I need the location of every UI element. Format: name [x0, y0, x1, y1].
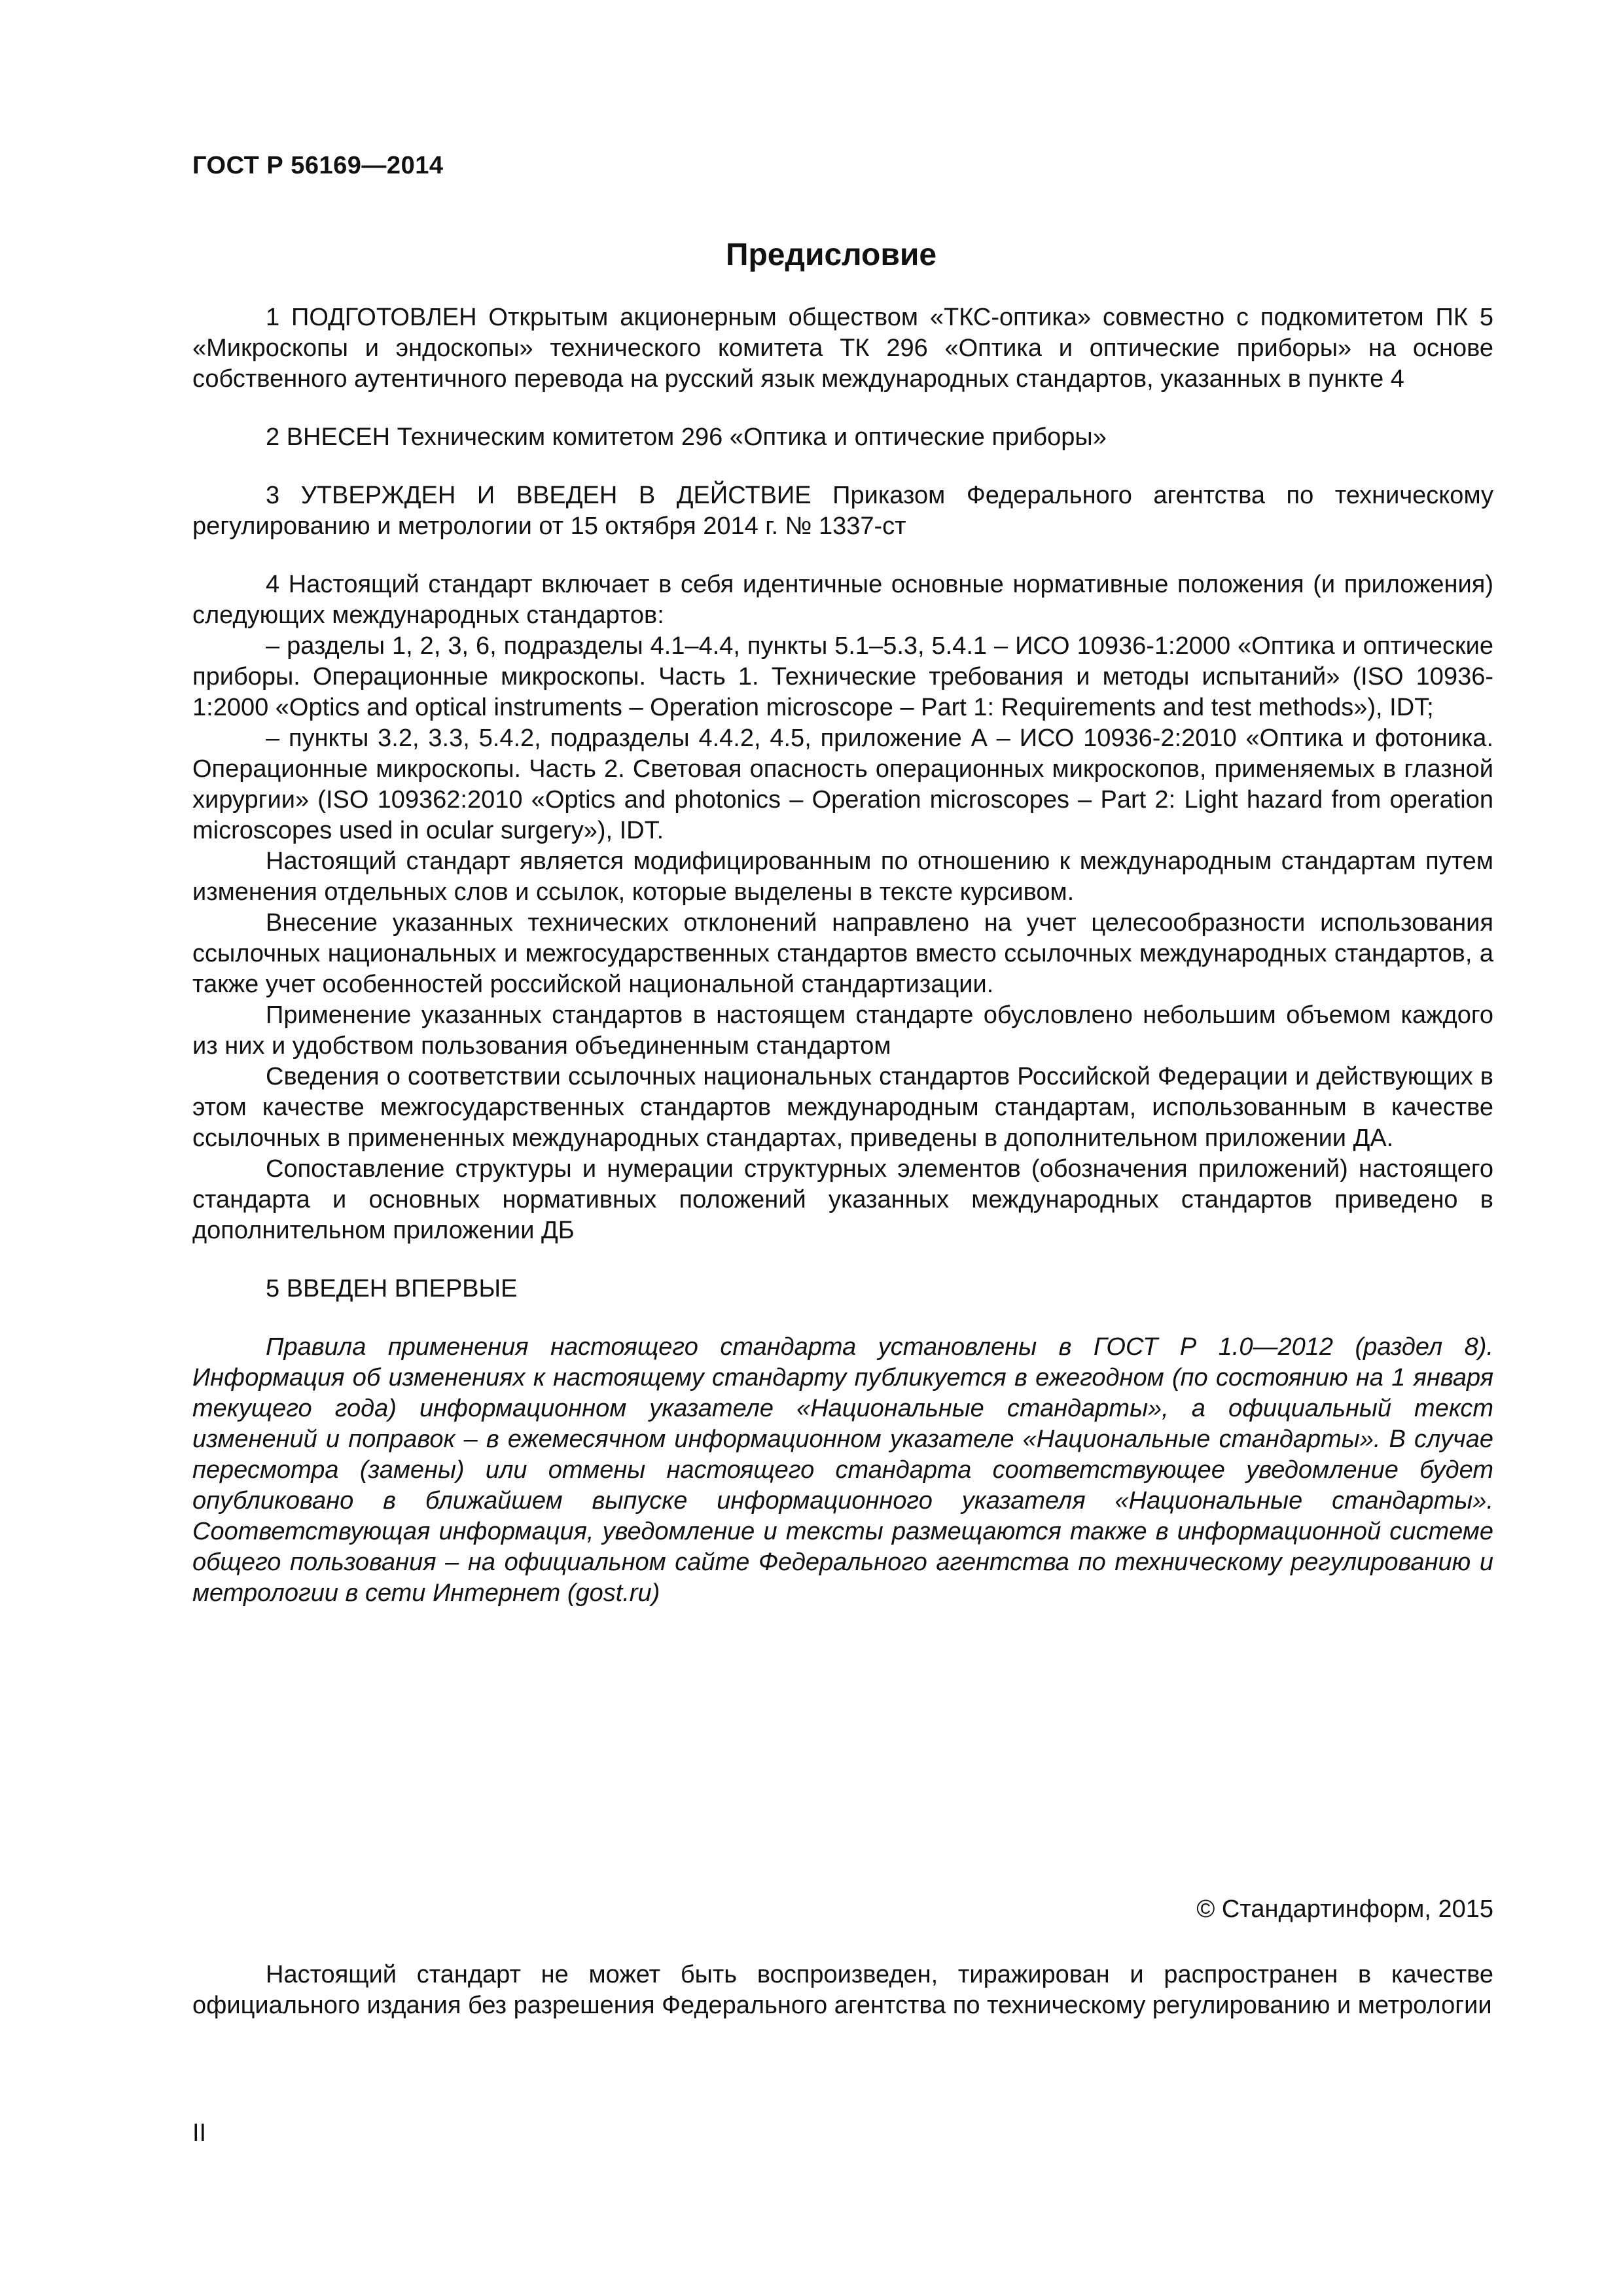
reproduction-notice: Настоящий стандарт не может быть воспроизведен, тиражирован и распространен в качестве официального издания без разрешения Федерального агентства по техническому регулированию и метрологии [192, 1961, 1493, 2019]
paragraph-reference-info: Сведения о соответствии ссылочных национальных стандартов Российской Федерации и действующих в этом качестве межгосударственных стандартов международным стандартам, использованным в качестве ссылочных в примененных международных стандартах, приведены в дополнительном приложении ДА. [192, 1063, 1493, 1152]
paragraph-application-rules: Правила применения настоящего стандарта установлены в ГОСТ Р 1.0—2012 (раздел 8). Информация об изменениях к настоящему стандарту публикуется в ежегодном (по состоянию на 1 января текущего года) информационном указателе «Национальные стандарты», а официальный текст изменений и поправок – в ежемесячном информационном указателе «Национальные стандарты». В случае пересмотра (замены) или отмены настоящего стандарта соответствующее уведомление будет опубликовано в ближайшем выпуске информационного указателя «Национальные стандарты». Соответствующая информация, уведомление и тексты размещаются также в информационной системе общего пользования – на официальном сайте Федерального агентства по техническому регулированию и метрологии в сети Интернет (gost.ru) [192, 1333, 1493, 1607]
list-item-iso-10936-2: – пункты 3.2, 3.3, 5.4.2, подразделы 4.4.2, 4.5, приложение А – ИСО 10936-2:2010 «Оптика и фотоника. Операционные микроскопы. Часть 2. Световая опасность операционных микроскопов, применяемых в глазной хирургии» (ISO 109362:2010 «Optics and photonics – Operation microscopes – Part 2: Light hazard from operation microscopes used in ocular surgery»), IDT. [192, 725, 1493, 844]
paragraph-approved: 3 УТВЕРЖДЕН И ВВЕДЕН В ДЕЙСТВИЕ Приказом Федерального агентства по техническому регулированию и метрологии от 15 октября 2014 г. № 1337-ст [192, 482, 1493, 540]
page-title: Предисловие [725, 238, 937, 272]
paragraph-first-introduced: 5 ВВЕДЕН ВПЕРВЫЕ [266, 1275, 518, 1302]
paragraph-gap [192, 1304, 1493, 1332]
paragraph-gap [192, 453, 1493, 480]
paragraph-introduced-by: 2 ВНЕСЕН Техническим комитетом 296 «Оптика и оптические приборы» [266, 423, 1107, 451]
paragraph-gap [192, 542, 1493, 569]
paragraph-modified: Настоящий стандарт является модифицированным по отношению к международным стандартам путем изменения отдельных слов и ссылок, которые выделены в тексте курсивом. [192, 848, 1493, 906]
paragraph-gap [192, 1246, 1493, 1274]
paragraph-application: Применение указанных стандартов в настоящем стандарте обусловлено небольшим объемом каждого из них и удобством пользования объединенным стандартом [192, 1001, 1493, 1060]
paragraph-standard-includes: 4 Настоящий стандарт включает в себя идентичные основные нормативные положения (и приложения) следующих международных стандартов: [192, 571, 1493, 629]
paragraph-prepared-by: 1 ПОДГОТОВЛЕН Открытым акционерным обществом «ТКС-оптика» совместно с подкомитетом ПК 5 «Микроскопы и эндоскопы» технического комитета ТК 296 «Оптика и оптические приборы» на основе собственного аутентичного перевода на русский язык международных стандартов, указанных в пункте 4 [192, 304, 1493, 393]
list-item-iso-10936-1: – разделы 1, 2, 3, 6, подразделы 4.1–4.4, пункты 5.1–5.3, 5.4.1 – ИСО 10936-1:2000 «Оптика и оптические приборы. Операционные микроскопы. Часть 1. Технические требования и методы испытаний» (ISO 10936-1:2000 «Optics and optical instruments – Operation microscope – Part 1: Requirements and test methods»), IDT; [192, 632, 1493, 721]
document-code-header: ГОСТ Р 56169—2014 [192, 152, 444, 179]
paragraph-deviations: Внесение указанных технических отклонений направлено на учет целесообразности использования ссылочных национальных и межгосударственных стандартов вместо ссылочных международных стандартов, а также учет особенностей российской национальной стандартизации. [192, 909, 1493, 998]
paragraph-structure-comparison: Сопоставление структуры и нумерации структурных элементов (обозначения приложений) настоящего стандарта и основных нормативных положений указанных международных стандартов приведено в дополнительном приложении ДБ [192, 1155, 1493, 1244]
copyright-line: © Стандартинформ, 2015 [1196, 1895, 1493, 1923]
foreword-body [192, 302, 1493, 1609]
page-number: II [192, 2119, 207, 2147]
paragraph-gap [192, 395, 1493, 422]
